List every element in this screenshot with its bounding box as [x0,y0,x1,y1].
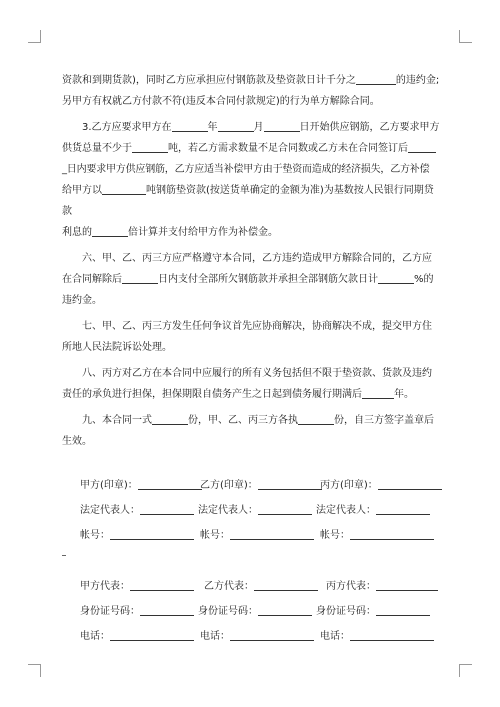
text: 3.乙方应要求甲方在 [82,122,172,133]
text: 在合同解除后 [62,274,122,285]
text: 生效。 [62,436,92,447]
paragraph-clause-6 [62,248,442,269]
account-label-c: 帐号： [320,530,350,541]
text: 供货总量不少于 [62,143,132,154]
text: 份，甲、乙、丙三方各执 [188,415,298,426]
text: 份，自三方签字盖章后 [334,415,434,426]
legal-field-c[interactable] [376,502,430,515]
phone-field-b[interactable] [230,628,314,641]
blank-field[interactable] [356,72,396,85]
blank-field[interactable] [172,119,208,132]
blank-field[interactable] [152,412,188,425]
phone-label-a: 电话： [80,631,110,642]
paragraph-clause-8 [62,363,442,384]
text: 吨，若乙方需求数量不足合同数或乙方未在合同签订后 [168,143,408,154]
rep-field-c[interactable] [376,578,438,591]
blank-field[interactable] [132,140,168,153]
text: 违约金。 [62,295,102,306]
crop-mark-top-right [459,30,472,43]
paragraph-clause-7-line-2 [62,337,442,358]
text: 日开始供应钢筋，乙方要求甲方 [299,122,440,133]
account-label-a: 帐号： [80,530,110,541]
seal-field-b[interactable] [258,477,322,490]
signature-row-phone [80,627,440,647]
blank-field[interactable] [378,271,414,284]
rep-label-a: 甲方代表： [80,581,130,592]
paragraph-clause-3-line-4 [62,180,442,222]
text: 另甲方有权就乙方付款不符(违反本合同付款规定)的行为单方解除合同。 [62,96,380,107]
id-field-c[interactable] [376,603,430,616]
paragraph-clause-3-line-2 [62,138,442,159]
crop-mark-bottom-right [459,664,472,677]
seal-label-b: 乙方(印章)： [200,480,258,491]
text: 责任的承负进行担保，担保期限自债务产生之日起到债务履行期满后 [62,389,362,400]
rep-label-c: 丙方代表： [326,581,376,592]
signature-row-seals [80,476,440,496]
paragraph-clause-3-line-3 [62,159,442,180]
text: 七、甲、乙、丙三方发生任何争议首先应协商解决，协商解决不成，提交甲方住 [82,321,432,332]
blank-field[interactable] [408,140,436,153]
blank-field[interactable] [218,119,254,132]
rep-field-b[interactable] [254,578,318,591]
text: 倍计算并支付给甲方作为补偿金。 [128,227,278,238]
account-label-b: 帐号： [200,530,230,541]
text: 资款和到期货款)，同时乙方应承担应付钢筋款及垫资款日计千分之 [62,75,356,86]
blank-field[interactable] [298,412,334,425]
blank-field[interactable] [92,224,128,237]
paragraph-clause-8-line-2 [62,384,442,405]
blank-field[interactable] [102,182,146,195]
rep-label-b: 乙方代表： [204,581,254,592]
id-field-a[interactable] [140,603,194,616]
text: 给甲方以 [62,185,102,196]
text: 吨钢筋垫资款(按送货单确定的金额为准)为基数按人民银行同期贷款 [62,185,434,217]
signature-row-id [80,602,440,622]
paragraph-clause-9-line-2 [62,431,442,452]
legal-field-b[interactable] [258,502,312,515]
id-label-c: 身份证号码： [316,606,376,617]
paragraph-clause-9 [62,410,442,431]
phone-field-a[interactable] [110,628,194,641]
seal-label-c: 丙方(印章)： [320,480,378,491]
legal-field-a[interactable] [140,502,194,515]
text: %的 [414,274,434,285]
phone-label-c: 电话： [320,631,350,642]
phone-label-b: 电话： [200,631,230,642]
text: 年。 [394,389,414,400]
seal-field-a[interactable] [138,477,202,490]
text: 九、本合同一式 [82,415,152,426]
legal-label-a: 法定代表人： [80,505,140,516]
contract-body [62,70,442,452]
text: 年 [207,122,218,133]
seal-label-a: 甲方(印章)： [80,480,138,491]
id-label-a: 身份证号码： [80,606,140,617]
text: 所地人民法院诉讼处理。 [62,342,172,353]
legal-label-b: 法定代表人： [198,505,258,516]
account-field-a[interactable] [110,527,194,540]
paragraph-clause-3 [62,117,442,138]
rep-field-a[interactable] [130,578,194,591]
text: 月 [253,122,264,133]
paragraph-clause-3-line-5 [62,222,442,243]
signature-row-account [80,526,440,546]
blank-field[interactable] [362,386,394,399]
crop-mark-bottom-left [28,664,41,677]
blank-field[interactable] [122,271,158,284]
paragraph-clause-6-line-2 [62,269,442,290]
text: 的违约金; [395,75,440,86]
text: 利息的 [62,227,92,238]
paragraph-termination [62,91,442,112]
account-field-b[interactable] [230,527,314,540]
id-field-b[interactable] [258,603,312,616]
phone-field-c[interactable] [350,628,434,641]
paragraph-clause-7 [62,316,442,337]
signature-row-representative [80,577,440,597]
crop-mark-top-left [28,30,41,43]
text: 日内支付全部所欠钢筋款并承担全部钢筋欠款日计 [158,274,378,285]
account-field-c[interactable] [350,527,434,540]
text: 六、甲、乙、丙三方应严格遵守本合同，乙方违约造成甲方解除合同的，乙方应 [82,253,432,264]
legal-label-c: 法定代表人： [316,505,376,516]
paragraph-penalty [62,70,442,91]
signature-row-legal [80,501,440,521]
blank-field[interactable] [264,119,300,132]
text: _日内要求甲方供应钢筋，乙方应适当补偿甲方由于垫资而造成的经济损失，乙方补偿 [62,164,430,175]
stray-mark [62,555,66,556]
seal-field-c[interactable] [378,477,442,490]
text: 八、丙方对乙方在本合同中应履行的所有义务包括但不限于垫资款、货款及违约 [82,368,432,379]
id-label-b: 身份证号码： [198,606,258,617]
paragraph-clause-6-line-3 [62,290,442,311]
